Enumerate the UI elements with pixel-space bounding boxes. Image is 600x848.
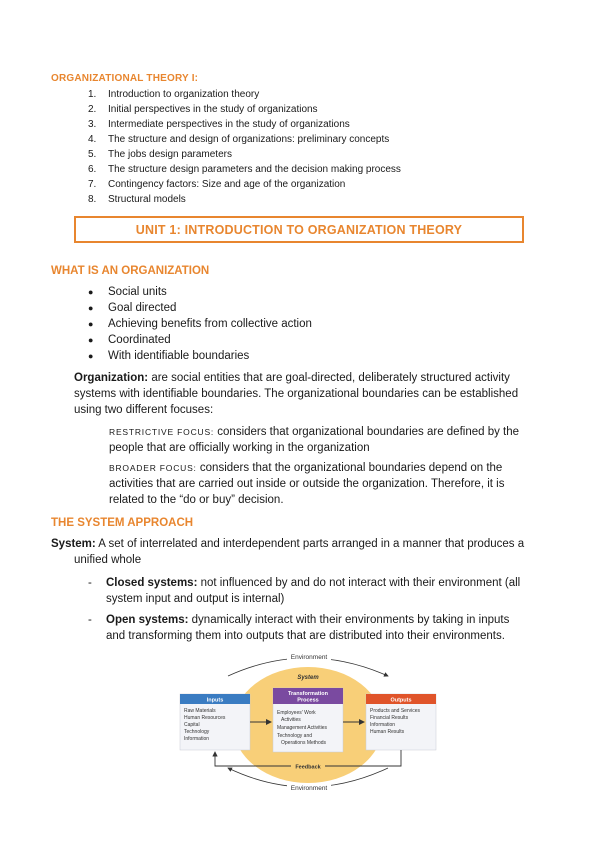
restrictive-focus-text: considers that organizational boundaries are defined by the	[214, 426, 520, 438]
system-text: A set of interrelated and interdependent parts arranged in a manner that produces a	[95, 538, 525, 550]
definition-text: using two different focuses:	[74, 404, 214, 416]
open-systems-term: Open systems:	[106, 614, 189, 626]
outputs-title: Outputs	[390, 697, 412, 704]
bullet-text: Social units	[108, 286, 167, 298]
bullet-icon: ●	[88, 319, 94, 329]
definition-term: Organization:	[74, 372, 149, 384]
list-item	[88, 177, 401, 192]
list-item	[88, 87, 401, 102]
list-item-text: Introduction to organization theory	[108, 89, 260, 100]
inputs-item: Information	[184, 736, 210, 742]
organization-bullets	[88, 284, 312, 364]
system-term: System:	[51, 538, 96, 550]
inputs-item: Technology	[184, 729, 210, 735]
environment-bottom-label: Environment	[290, 785, 328, 792]
transformation-item: Activities	[281, 717, 301, 723]
outputs-item: Financial Results	[370, 715, 409, 721]
bullet-text: With identifiable boundaries	[108, 350, 250, 362]
transformation-title: Process	[297, 697, 319, 704]
list-item-number: 6.	[88, 164, 97, 175]
list-item	[88, 117, 401, 132]
bullet-text: Goal directed	[108, 302, 177, 314]
organization-definition	[74, 370, 544, 418]
list-item-number: 4.	[88, 134, 97, 145]
dash-marker: -	[88, 614, 92, 626]
broader-focus-label: BROADER FOCUS:	[109, 463, 197, 473]
list-item	[88, 348, 312, 364]
closed-systems-item	[88, 575, 558, 607]
broader-focus-text: considers that the organizational boundaries depend on the	[196, 462, 503, 474]
closed-systems-term: Closed systems:	[106, 577, 198, 589]
list-item	[88, 300, 312, 316]
list-item-text: The structure and design of organizations: preliminary concepts	[108, 134, 390, 145]
open-system-diagram	[170, 648, 445, 798]
list-item	[88, 284, 312, 300]
environment-top-label: Environment	[290, 654, 328, 661]
inputs-item: Capital	[184, 722, 200, 728]
list-item-number: 8.	[88, 194, 97, 205]
open-systems-item	[88, 612, 558, 644]
list-item	[88, 332, 312, 348]
definition-text: systems with identifiable boundaries. The organizational boundaries can be established	[74, 388, 519, 400]
bullet-icon: ●	[88, 335, 94, 345]
closed-systems-text: not influenced by and do not interact with their environment (all	[197, 577, 521, 589]
transformation-item: Employees' Work	[277, 710, 316, 716]
list-item	[88, 316, 312, 332]
course-outline-list	[88, 87, 401, 207]
list-item-text: The structure design parameters and the decision making process	[108, 164, 401, 175]
restrictive-focus	[109, 424, 549, 456]
list-item-text: Initial perspectives in the study of organizations	[108, 104, 318, 115]
inputs-item: Raw Materials	[184, 708, 216, 714]
transformation-item: Technology and	[277, 733, 313, 739]
restrictive-focus-text: people that are officially working in the organization	[109, 442, 370, 454]
outputs-item: Human Results	[370, 729, 405, 735]
list-item-number: 5.	[88, 149, 97, 160]
list-item-text: Contingency factors: Size and age of the organization	[108, 179, 346, 190]
transformation-title: Transformation	[287, 691, 329, 697]
list-item	[88, 102, 401, 117]
broader-focus	[109, 460, 549, 508]
bullet-text: Achieving benefits from collective action	[108, 318, 312, 330]
system-definition	[51, 536, 561, 568]
list-item-number: 3.	[88, 119, 97, 130]
unit-title: UNIT 1: INTRODUCTION TO ORGANIZATION THEORY	[135, 222, 463, 237]
bullet-icon: ●	[88, 303, 94, 313]
open-systems-text: and transforming them into outputs that are distributed into their environments.	[106, 630, 505, 642]
list-item-text: The jobs design parameters	[108, 149, 232, 160]
definition-text: are social entities that are goal-directed, deliberately structured activity	[148, 372, 510, 384]
section-heading-organization: WHAT IS AN ORGANIZATION	[51, 265, 210, 277]
list-item-text: Intermediate perspectives in the study of organizations	[108, 119, 350, 130]
system-text: unified whole	[74, 554, 142, 566]
list-item-number: 2.	[88, 104, 97, 115]
outputs-item: Products and Services	[370, 708, 421, 714]
list-item-number: 1.	[88, 89, 97, 100]
dash-marker: -	[88, 577, 92, 589]
inputs-item: Human Resources	[184, 715, 226, 721]
transformation-item: Management Activities	[277, 725, 328, 731]
unit-title-box	[74, 216, 524, 243]
section-heading-system-approach: THE SYSTEM APPROACH	[51, 517, 194, 529]
restrictive-focus-label: RESTRICTIVE FOCUS:	[109, 427, 215, 437]
broader-focus-text: activities that are carried out inside or outside the organization. Therefore, it is	[109, 478, 505, 490]
closed-systems-text: system input and output is internal)	[106, 593, 285, 605]
list-item	[88, 147, 401, 162]
feedback-label: Feedback	[295, 764, 321, 771]
course-title: ORGANIZATIONAL THEORY I:	[51, 73, 199, 84]
transformation-item: Operations Methods	[281, 740, 327, 746]
broader-focus-text: related to the “do or buy” decision.	[109, 494, 284, 506]
system-label: System	[297, 675, 319, 681]
list-item-text: Structural models	[108, 194, 186, 205]
list-item-number: 7.	[88, 179, 97, 190]
outputs-item: Information	[370, 722, 396, 728]
bullet-icon: ●	[88, 351, 94, 361]
open-systems-text: dynamically interact with their environments by taking in inputs	[188, 614, 510, 626]
bullet-text: Coordinated	[108, 334, 171, 346]
list-item	[88, 192, 401, 207]
list-item	[88, 162, 401, 177]
list-item	[88, 132, 401, 147]
bullet-icon: ●	[88, 287, 94, 297]
inputs-title: Inputs	[206, 697, 224, 704]
